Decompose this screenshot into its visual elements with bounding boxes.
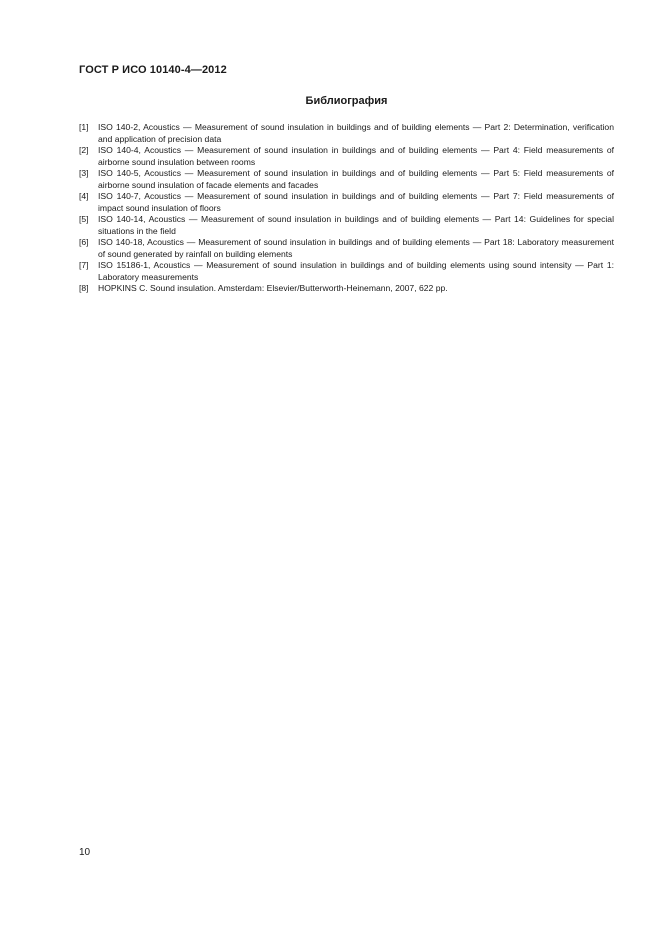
bibliography-entry bbox=[79, 260, 614, 283]
entry-number: [5] bbox=[79, 214, 89, 224]
entry-number: [6] bbox=[79, 237, 89, 247]
page-number: 10 bbox=[79, 847, 91, 858]
entry-number: [7] bbox=[79, 260, 89, 270]
entry-text: ISO 140-4, Acoustics — Measurement of sound insulation in buildings and of building elements — Part 4: Field measurements of airborne sound insulation between rooms bbox=[98, 145, 614, 167]
entry-text: ISO 140-5, Acoustics — Measurement of sound insulation in buildings and of building elements — Part 5: Field measurements of airborne sound insulation of facade elements and facades bbox=[98, 168, 614, 190]
entry-text: ISO 15186-1, Acoustics — Measurement of sound insulation in buildings and of building elements using sound intensity — Part 1: Laboratory measurements bbox=[98, 260, 614, 282]
document-id-header: ГОСТ Р ИСО 10140-4—2012 bbox=[79, 64, 227, 76]
bibliography-entry bbox=[79, 214, 614, 237]
bibliography-entry bbox=[79, 122, 614, 145]
entry-text: ISO 140-14, Acoustics — Measurement of sound insulation in buildings and of building elements — Part 14: Guidelines for special situations in the field bbox=[98, 214, 614, 236]
entry-number: [8] bbox=[79, 283, 89, 293]
bibliography-entry bbox=[79, 237, 614, 260]
bibliography-entry bbox=[79, 283, 614, 295]
bibliography-entry bbox=[79, 191, 614, 214]
entry-text: ISO 140-7, Acoustics — Measurement of sound insulation in buildings and of building elements — Part 7: Field measurements of impact sound insulation of floors bbox=[98, 191, 614, 213]
entry-number: [4] bbox=[79, 191, 89, 201]
entry-number: [1] bbox=[79, 122, 89, 132]
bibliography-title: Библиография bbox=[305, 95, 388, 107]
entry-text: ISO 140-2, Acoustics — Measurement of sound insulation in buildings and of building elements — Part 2: Determination, verification and application of precision data bbox=[98, 122, 614, 144]
bibliography-list bbox=[79, 122, 614, 295]
entry-text: ISO 140-18, Acoustics — Measurement of sound insulation in buildings and of building elements — Part 18: Laboratory measurement of sound generated by rainfall on building elements bbox=[98, 237, 614, 259]
bibliography-entry bbox=[79, 145, 614, 168]
entry-number: [2] bbox=[79, 145, 89, 155]
entry-text: HOPKINS C. Sound insulation. Amsterdam: Elsevier/Butterworth-Heinemann, 2007, 622 pp. bbox=[98, 283, 448, 293]
entry-number: [3] bbox=[79, 168, 89, 178]
bibliography-entry bbox=[79, 168, 614, 191]
